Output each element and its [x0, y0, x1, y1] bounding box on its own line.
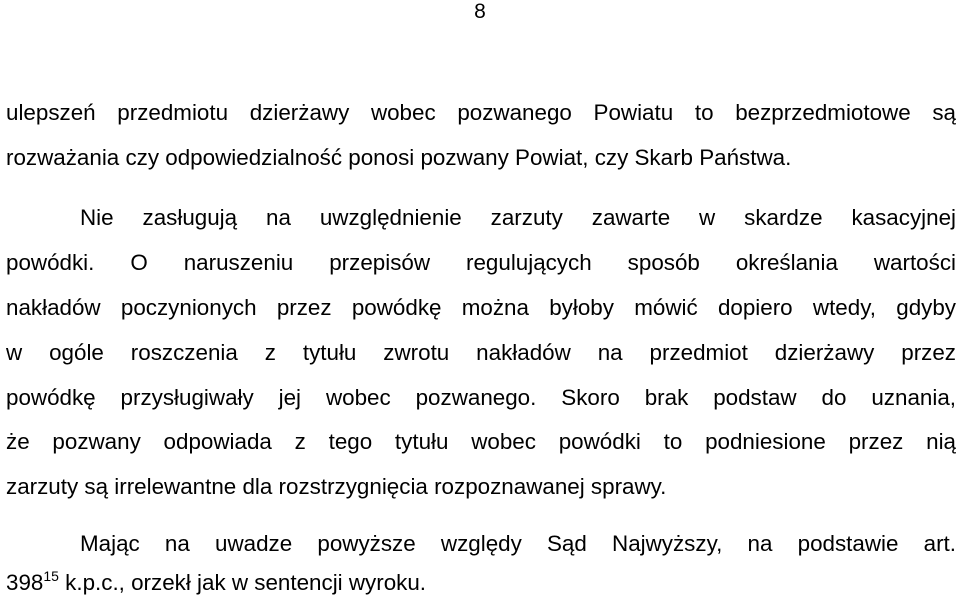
text-line: w ogóle roszczenia z tytułu zwrotu nakładów na przedmiot dzierżawy przez: [6, 340, 956, 365]
article-superscript: 15: [43, 568, 59, 584]
text-line: zarzuty są irrelewantne dla rozstrzygnięcia rozpoznawanej sprawy.: [6, 474, 667, 499]
text-line: powódki. O naruszeniu przepisów regulujących sposób określania wartości: [6, 250, 956, 275]
article-number: 398: [6, 570, 44, 595]
text-line: powódkę przysługiwały jej wobec pozwanego. Skoro brak podstaw do uznania,: [6, 385, 956, 410]
text-line: nakładów poczynionych przez powódkę można byłoby mówić dopiero wtedy, gdyby: [6, 295, 956, 320]
text-line-last: [6, 568, 956, 598]
text-line: ulepszeń przedmiotu dzierżawy wobec pozwanego Powiatu to bezprzedmiotowe są: [6, 100, 956, 125]
text-line: rozważania czy odpowiedzialność ponosi pozwany Powiat, czy Skarb Państwa.: [6, 145, 792, 170]
page-number: 8: [474, 0, 486, 23]
text-line: Mając na uwadze powyższe względy Sąd Najwyższy, na podstawie art.: [80, 531, 956, 556]
text-fragment: k.p.c., orzekł jak w sentencji wyroku.: [58, 570, 427, 595]
text-line: że pozwany odpowiada z tego tytułu wobec powódki to podniesione przez nią: [6, 429, 956, 454]
text-line: Nie zasługują na uwzględnienie zarzuty zawarte w skardze kasacyjnej: [80, 205, 956, 230]
